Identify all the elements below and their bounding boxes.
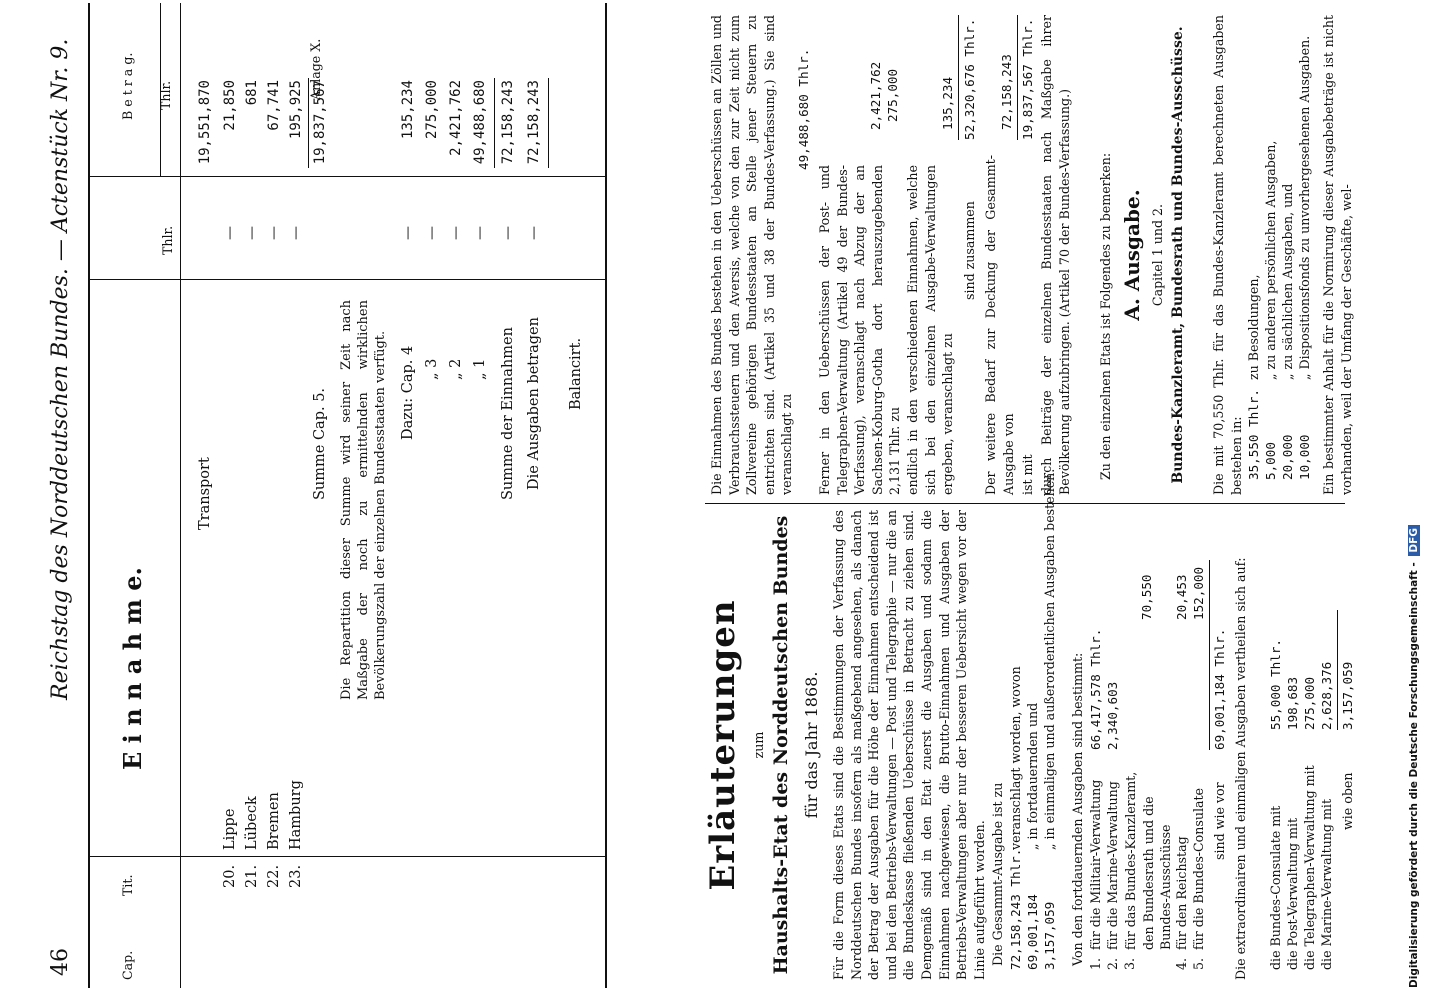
einm-item-value: 198,683 bbox=[1285, 676, 1300, 730]
einm-intro: Die extraordinairen und einmaligen Ausgaben vertheilen sich auf: bbox=[1233, 557, 1248, 980]
fort-total-value: 69,001,184 Thlr. bbox=[1212, 628, 1227, 750]
fort-item-value: 20,453 bbox=[1174, 574, 1189, 620]
last-paragraph: Ein bestimmter Anhalt für die Normirung dieser Ausgabebeträge ist nicht vorhanden, weil der Umfang der Geschäfte, wel- bbox=[1321, 15, 1354, 495]
table-col-rule bbox=[88, 856, 606, 857]
bka-item-text: „ zu sächlichen Ausgaben, und bbox=[1280, 183, 1295, 380]
row-value: 681 bbox=[244, 80, 260, 106]
kapitel-heading: Capitel 1 und 2. bbox=[1150, 203, 1165, 307]
verschiedene-paragraph: endlich in den verschiedenen Einnahmen, welche sich bei den einzelnen Ausgabe-Verwaltungen ergeben, veranschlagt zu bbox=[905, 165, 956, 495]
post-value: 2,421,762 bbox=[868, 61, 883, 130]
row-value: 67,741 bbox=[266, 80, 282, 131]
fort-item-text: für die Militair-Verwaltung bbox=[1088, 779, 1103, 950]
fort-item-value: 152,000 bbox=[1191, 566, 1206, 620]
dfg-credit-text bbox=[1408, 525, 1420, 988]
fort-item-no: 1. bbox=[1088, 957, 1103, 970]
dazu-label: „ 2 bbox=[448, 358, 464, 380]
ausgabe-title: A. Ausgabe. bbox=[1120, 189, 1144, 321]
page-number: 46 bbox=[48, 948, 73, 976]
amount: 69,001,184 bbox=[1025, 894, 1040, 970]
einm-item-value: 55,000 Thlr. bbox=[1268, 639, 1283, 730]
title-erlaeuterungen: Erläuterungen bbox=[703, 599, 743, 891]
fort-item-text: für die Marine-Verwaltung bbox=[1105, 781, 1120, 950]
fort-item-value: 66,417,578 Thlr. bbox=[1088, 628, 1103, 750]
bka-item-amount: 5,000 bbox=[1263, 442, 1278, 480]
ausgaben-label: Die Ausgaben betragen bbox=[526, 317, 542, 490]
einm-item-value: 2,628,376 bbox=[1319, 661, 1334, 730]
gesammt-ausgabe-text: Die Gesammt-Ausgabe ist zu bbox=[990, 782, 1005, 966]
sum-rule bbox=[1017, 15, 1018, 140]
dfg-credit bbox=[1408, 8, 1430, 998]
einm-item-text: die Marine-Verwaltung mit bbox=[1319, 798, 1334, 970]
table-header-rule bbox=[180, 3, 181, 988]
column-divider bbox=[705, 503, 1345, 504]
bka-item-amount: 35,550 Thlr. bbox=[1246, 389, 1261, 480]
bka-item-amount: 20,000 bbox=[1280, 434, 1295, 480]
sum-rule bbox=[958, 15, 959, 140]
repartition-note: Die Repartition dieser Summe wird seiner Zeit nach Maßgabe der noch zu ermittelnden wirklichen Bevölkerungszahl der einzelnen Bundesstaaten verfügt. bbox=[339, 300, 388, 700]
einm-total-value: 3,157,059 bbox=[1340, 661, 1355, 730]
row-tit: 21. bbox=[244, 864, 260, 888]
dazu-label: „ 3 bbox=[424, 358, 440, 380]
fort-item-no: 3. bbox=[1122, 957, 1137, 970]
row-label: Lübeck bbox=[244, 796, 260, 850]
fort-item-no: 4. bbox=[1174, 957, 1189, 970]
title-zum: zum bbox=[751, 731, 766, 759]
bedarf-paragraph: Der weitere Bedarf zur Deckung der Gesammt-Ausgabe von bbox=[983, 155, 1016, 495]
dazu-value: 2,421,762 bbox=[448, 80, 464, 156]
row-tit: 20. bbox=[222, 864, 238, 888]
bka-item-amount: 10,000 bbox=[1297, 434, 1312, 480]
row-label: Lippe bbox=[222, 808, 238, 850]
bka-item-text: „ Dispositionsfonds zu unvorhergesehenen Ausgaben. bbox=[1297, 35, 1312, 380]
col-thlr-left-header: Thlr. bbox=[160, 225, 175, 255]
einnahmen-value: 49,488,680 Thlr. bbox=[796, 48, 811, 170]
fort-intro: Von den fortdauernden Ausgaben sind bestimmt: bbox=[1070, 652, 1085, 966]
dazu-label: Dazu: Cap. 4 bbox=[400, 345, 416, 440]
dfg-logo: DFG bbox=[1408, 525, 1420, 556]
balancirt: Balancirt. bbox=[568, 337, 584, 410]
verschiedene-value: 135,234 bbox=[940, 76, 955, 130]
summe-einnahmen-label: Summe der Einnahmen bbox=[500, 327, 516, 500]
bedarf-total: 72,158,243 bbox=[999, 54, 1014, 130]
table-top-rule bbox=[88, 3, 90, 988]
sum-rule bbox=[494, 78, 495, 168]
col-betrag-header: B e t r a g. bbox=[120, 52, 135, 120]
fort-item-text: für das Bundes-Kanzleramt, den Bundesrath und die Bundes-Ausschüsse bbox=[1123, 771, 1174, 950]
amount: 72,158,243 Thlr. bbox=[1008, 848, 1023, 970]
einm-item-value: 275,000 bbox=[1302, 676, 1317, 730]
einnahmen-paragraph: Die Einnahmen des Bundes bestehen in den Ueberschüssen an Zöllen und Verbrauchssteuern und den Aversis, welche von den zur Zeit nicht zum Zollvereine gehörigen Bundesstaaten an Stelle jener Steuern zu entrichten sind. (Artikel 35 und 38 der Bundes-Verfassung.) Sie sind veranschlagt zu bbox=[709, 15, 795, 495]
einm-item-text: die Telegraphen-Verwaltung mit bbox=[1302, 765, 1317, 970]
summe-cap5-label: Summe Cap. 5. bbox=[312, 387, 328, 500]
intro-paragraph: Für die Form dieses Etats sind die Bestimmungen der Verfassung des Norddeutschen Bundes insofern als maßgebend angesehen, als danach der Betrag der Ausgaben für die Höhe der Einnahmen entscheidend ist und bei den Betriebs-Verwaltungen — Post und Telegraphie — nur die an die Bundeskasse fließenden Ueberschüsse in Betracht zu ziehen sind. Demgemäß sind in den Etat zuerst die Ausgaben und sodann die Einnahmen nachgewiesen, die Brutto-Einnahmen und Ausgaben der Betriebs-Verwaltungen aber nur der besseren Uebersicht wegen vor der Linie aufgeführt worden. bbox=[831, 510, 987, 980]
summe-cap5-value: 19,837,567 bbox=[312, 80, 328, 165]
bka-title: Bundes-Kanzleramt, Bundesrath und Bundes-Ausschüsse. bbox=[1170, 26, 1186, 484]
dazu-value: 49,488,680 bbox=[472, 80, 488, 165]
fort-item-value: 70,550 bbox=[1139, 574, 1154, 620]
amount: 3,157,059 bbox=[1042, 901, 1057, 970]
zusammen-label: sind zusammen bbox=[962, 201, 977, 300]
row-label: Hamburg bbox=[288, 780, 304, 850]
transport-label: Transport bbox=[197, 457, 213, 530]
einm-total-label: wie oben bbox=[1340, 772, 1355, 830]
dazu-value: 135,234 bbox=[400, 80, 416, 140]
fort-item-text: für den Reichstag bbox=[1174, 836, 1189, 950]
row-tit: 22. bbox=[266, 864, 282, 888]
fort-item-no: 2. bbox=[1105, 957, 1120, 970]
sum-rule bbox=[1209, 560, 1210, 750]
row-tit: 23. bbox=[288, 864, 304, 888]
bka-item-text: „ zu anderen persönlichen Ausgaben, bbox=[1263, 140, 1278, 380]
telegraph-value: 275,000 bbox=[885, 68, 900, 122]
dfg-text: Digitalisierung gefördert durch die Deutsche Forschungsgemeinschaft - bbox=[1408, 562, 1420, 988]
running-title: Reichstag des Norddeutschen Bundes. — Actenstück Nr. 9. bbox=[48, 38, 73, 700]
bka-item-text: zu Besoldungen, bbox=[1246, 274, 1261, 380]
col-cap-header: Cap. bbox=[120, 950, 135, 980]
post-telegraph-paragraph: Ferner in den Ueberschüssen der Post- und Telegraphen-Verwaltung (Artikel 49 der Bundes-Verfassung), veranschlagt nach Abzug der an Sachsen-Koburg-Gotha dort herauszugebenden 2,131 Thlr. zu bbox=[817, 165, 903, 495]
amount-text: „ in fortdauernden und bbox=[1025, 702, 1040, 850]
row-value: 21,850 bbox=[222, 80, 238, 131]
bka-paragraph: Die mit 70,550 Thlr. für das Bundes-Kanzleramt berechneten Ausgaben bestehen in: bbox=[1211, 15, 1244, 495]
col-tit-header: Tit. bbox=[120, 874, 135, 896]
col-main-header: E i n n a h m e. bbox=[118, 567, 147, 770]
dazu-label: „ 1 bbox=[472, 358, 488, 380]
fort-total-label: sind wie vor bbox=[1212, 782, 1227, 860]
ist-mit: ist mit bbox=[1020, 454, 1035, 495]
transport-value: 19,551,870 bbox=[197, 80, 213, 165]
title-haushalts-etat: Haushalts-Etat des Norddeutschen Bundes bbox=[770, 515, 792, 975]
einm-item-text: die Post-Verwaltung mit bbox=[1285, 817, 1300, 970]
amount-text: „ in einmaligen und außerordentlichen Ausgaben bestehen. bbox=[1042, 468, 1057, 850]
summe-einnahmen-value: 72,158,243 bbox=[500, 80, 516, 165]
einm-item-text: die Bundes-Consulate mit bbox=[1268, 805, 1283, 970]
table-bottom-rule bbox=[605, 3, 607, 988]
fort-item-value: 2,340,603 bbox=[1105, 681, 1120, 750]
zusammen-value: 52,320,676 Thlr. bbox=[962, 18, 977, 140]
fort-item-no: 5. bbox=[1191, 957, 1206, 970]
row-value: 195,925 bbox=[288, 80, 304, 140]
col-thlr-right-header: Thlr. bbox=[158, 80, 173, 110]
bedarf-value: 19,837,567 Thlr. bbox=[1020, 18, 1035, 140]
amount-text: veranschlagt worden, wovon bbox=[1008, 666, 1023, 850]
sum-rule bbox=[548, 78, 549, 168]
table-col-rule bbox=[88, 279, 606, 280]
rotated-page: 46 Reichstag des Norddeutschen Bundes. — Actenstück Nr. 9. Cap. Tit. E i n n a h m e. Thlr. B e t r a g. Thlr. Transport 19,551,870 20. Lippe — 21,850 21. Lübeck — 681 22. Bremen — 67,741 23. Hamburg — 195,925 Summe Cap. 5. 19,837,567 Anlage X. Die Repartition dieser Summe wird seiner Zeit nach Maßgabe der noch zu ermittelnden wirklichen Bevölkerungszahl der einzelnen Bundesstaaten verfügt. Dazu: Cap. 4 — 135,234 „ 3 — 275,000 „ 2 — 2,421,762 „ 1 — 49,488,680 Summe der Einnahmen — 72,158,243 Die Ausgaben betragen — 72,158,243 Balancirt. Erläuterungen zum Haushalts-Etat des Norddeutschen Bundes für das Jahr 1868. Für die Form dieses Etats sind die Bestimmungen der Verfassung des Norddeutschen Bundes insofern als maßgebend angesehen, als danach der Betrag der Ausgaben für die Höhe der Einnahmen entscheidend ist und bei den Betriebs-Verwaltungen — Post und Telegraphie — nur die an die Bundeskasse fließenden Ueberschüsse in Betracht zu ziehen sind. Demgemäß sind in den Etat zuerst die Ausgaben und sodann die Einnahmen nachgewiesen, die Brutto-Einnahmen und Ausgaben der Betriebs-Verwaltungen aber nur der besseren Uebersicht wegen vor der Linie aufgeführt worden. Die Gesammt-Ausgabe ist zu 72,158,243 Thlr. veranschlagt worden, wovon 69,001,184 „ in fortdauernden und 3,157,059 „ in einmaligen und außerordentlichen Ausgaben bestehen. Von den fortdauernden Ausgaben sind bestimmt: 1. für die Militair-Verwaltung 66,417,578 Thlr. 2. für die Marine-Verwaltung 2,340,603 3. für das Bundes-Kanzleramt, den Bundesrath und die Bundes-Ausschüsse 70,550 4. für den Reichstag 20,453 5. für die Bundes-Consulate 152,000 sind wie vor 69,001,184 Thlr. Die extraordinairen und einmaligen Ausgaben vertheilen sich auf: die Bundes-Consulate mit 55,000 Thlr. die Post-Verwaltung mit 198,683 die Telegraphen-Verwaltung mit 275,000 die Marine-Verwaltung mit 2,628,376 wie oben 3,157,059 Die Einnahmen des Bundes bestehen in den Ueberschüssen an Zöllen und Verbrauchssteuern und den Aversis, welche von den zur Zeit nicht zum Zollvereine gehörigen Bundesstaaten an Stelle jener Steuern zu entrichten sind. (Artikel 35 und 38 der Bundes-Verfassung.) Sie sind veranschlagt zu 49,488,680 Thlr. Ferner in den Ueberschüssen der Post- und Telegraphen-Verwaltung (Artikel 49 der Bundes-Verfassung), veranschlagt nach Abzug der an Sachsen-Koburg-Gotha dort herauszugebenden 2,131 Thlr. zu 2,421,762 275,000 endlich in den verschiedenen Einnahmen, welche sich bei den einzelnen Ausgabe-Verwaltungen ergeben, veranschlagt zu 135,234 sind zusammen 52,320,676 Thlr. Der weitere Bedarf zur Deckung der Gesammt-Ausgabe von 72,158,243 ist mit 19,837,567 Thlr. durch Beiträge der einzelnen Bundesstaaten nach Maßgabe ihrer Bevölkerung aufzubringen. (Artikel 70 der Bundes-Verfassung.) Zu den einzelnen Etats ist Folgendes zu bemerken: A. Ausgabe. Capitel 1 und 2. Bundes-Kanzleramt, Bundesrath und Bundes-Ausschüsse. Die mit 70,550 Thlr. für das Bundes-Kanzleramt berechneten Ausgaben bestehen in: 35,550 Thlr. zu Besoldungen, 5,000 „ zu anderen persönlichen Ausgaben, 20,000 „ zu sächlichen Ausgaben, und 10,000 „ Dispositionsfonds zu unvorhergesehenen Ausgaben. Ein bestimmter Anhalt für die Normirung dieser Ausgabebeträge ist nicht vorhanden, weil der Umfang der Geschäfte, wel- bbox=[0, 0, 1432, 1000]
anlage-ref: Anlage X. bbox=[308, 38, 323, 100]
etats-note: Zu den einzelnen Etats ist Folgendes zu bemerken: bbox=[1098, 152, 1113, 480]
beitraege-paragraph: durch Beiträge der einzelnen Bundesstaaten nach Maßgabe ihrer Bevölkerung aufzubringen. (Artikel 70 der Bundes-Verfassung.) bbox=[1039, 15, 1072, 495]
row-label: Bremen bbox=[266, 792, 282, 850]
ausgaben-value: 72,158,243 bbox=[526, 80, 542, 165]
fort-item-text: für die Bundes-Consulate bbox=[1191, 787, 1206, 950]
dazu-value: 275,000 bbox=[424, 80, 440, 140]
title-year: für das Jahr 1868. bbox=[802, 671, 821, 819]
sum-rule bbox=[1337, 610, 1338, 730]
